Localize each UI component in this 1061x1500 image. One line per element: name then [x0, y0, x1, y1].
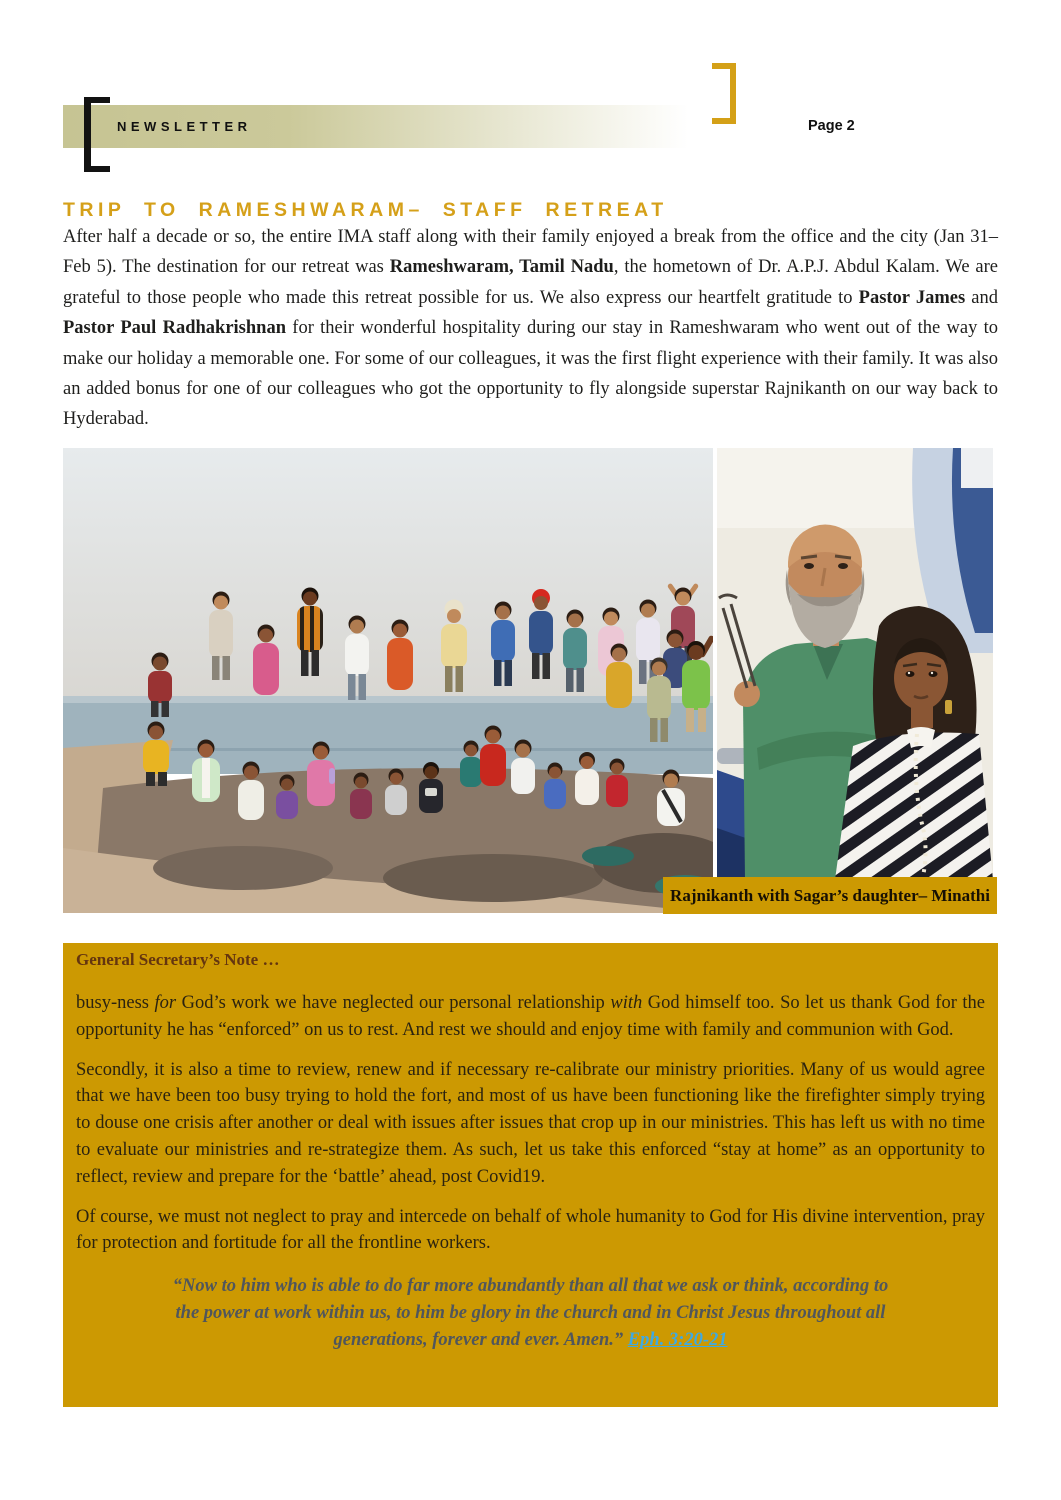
article-text-run: , the hometown of Dr. A.P.J. Abdul Kalam. We are grateful to those people who made this retreat possible for us. We also express our heartfelt gratitude to: [63, 257, 999, 308]
page-number: Page 2: [808, 118, 855, 134]
article-text-run: and: [965, 287, 999, 308]
article-bold-pastor-paul: Pastor Paul Radhakrishnan: [63, 318, 286, 339]
note-italic-for: for: [154, 993, 177, 1013]
note-italic-with: with: [610, 993, 643, 1013]
scripture-link[interactable]: Eph. 3:20-21: [627, 1330, 728, 1351]
general-secretary-note-box: [63, 943, 998, 1407]
article-title: TRIP TO RAMESHWARAM– STAFF RETREAT: [63, 199, 668, 222]
note-text-run: God’s work we have neglected our personal relationship: [176, 993, 611, 1013]
article-bold-pastor-james: Pastor James: [858, 287, 966, 308]
note-text-run: God himself too. So let us thank God for the opportunity he has “enforced” on us to rest. And rest we should and enjoy time with family and communion with God.: [76, 993, 986, 1040]
note-title: General Secretary’s Note …: [76, 950, 280, 969]
note-text-run: busy-ness: [76, 993, 155, 1013]
article-body: [63, 222, 998, 435]
article-text-run: for their wonderful hospitality during our stay in Rameshwaram who went out of the way to make our holiday a memorable one. For some of our colleagues, it was the first flight experience with their family. It was also an added bonus for one of our colleagues who got the opportunity to fly alongside superstar Rajnikanth on our way back to Hyderabad.: [63, 318, 998, 430]
note-paragraph-3: Of course, we must not neglect to pray and intercede on behalf of whole humanity to God for His divine intervention, pray for protection and fortitude for all the frontline workers.: [76, 1206, 985, 1254]
note-paragraph-1: [76, 990, 985, 1044]
gold-bracket-icon: [712, 63, 736, 124]
quote-text: “Now to him who is able to do far more abundantly than all that we ask or think, according to the power at work within us, to him be glory in the church and in Christ Jesus throughout all generations, forever and ever. Amen.”: [172, 1276, 889, 1351]
article-bold-destination: Rameshwaram, Tamil Nadu: [389, 257, 614, 278]
black-bracket-icon: [84, 97, 110, 172]
newsletter-brand: NEWSLETTER: [117, 119, 252, 134]
beach-group-photo: [63, 448, 713, 913]
scripture-quote: [76, 1270, 985, 1354]
photo-caption: Rajnikanth with Sagar’s daughter– Minathi: [663, 877, 997, 914]
note-paragraph-2: Secondly, it is also a time to review, renew and if necessary re-calibrate our ministry priorities. Many of us would agree that we have been too busy trying to hold the fort, and most of us have been functioning like the firefighter simply trying to douse one crisis after another or deal with issues after issues that crop up in our ministries. This has left us with no time to evaluate our ministries and re-strategize them. As such, let us take this enforced “stay at home” as an opportunity to reflect, review and prepare for the ‘battle’ ahead, post Covid19.: [76, 1059, 985, 1187]
article-text-run: After half a decade or so, the entire IMA staff along with their family enjoyed a break from the office and the city (Jan 31– Feb 5). The destination for our retreat was: [63, 227, 998, 278]
flight-photo: [717, 448, 993, 880]
